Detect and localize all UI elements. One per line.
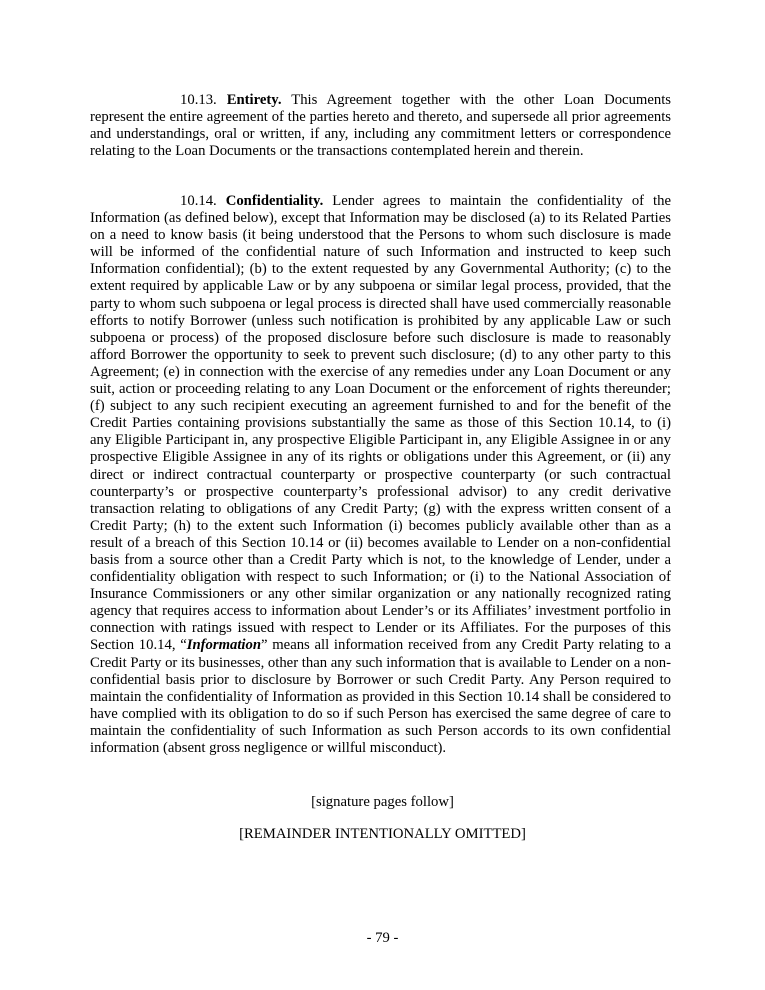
page-number: - 79 - (366, 930, 399, 946)
signature-note: [signature pages follow] (311, 794, 454, 810)
remainder-note: [REMAINDER INTENTIONALLY OMITTED] (239, 826, 526, 842)
section-body: This Agreement together with the other Loan Documents represent the entire agreement of the parties hereto and thereto, and supersede all prior agreements and understandings, oral or written, if any, including any commitment letters or correspondence relating to the Loan Documents or the transactions contemplated herein and therein. (90, 92, 672, 160)
defined-term: Information (186, 637, 262, 654)
section-body-part-1: Lender agrees to maintain the confidentiality of the Information (as defined below), except that Information may be disclosed (a) to its Related Parties on a need to know basis (it being understood that the Persons to whom such disclosure is made will be informed of the confidential nature of such Information and instructed to keep such Information confidential); (b) to the extent requested by any Governmental Authority; (c) to the extent required by applicable Law or by any subpoena or similar legal process, provided, that the party to whom such subpoena or legal process is directed shall have used commercially reasonable efforts to notify Borrower (unless such notification is prohibited by any applicable Law or such subpoena or process) of the proposed disclosure before such disclosure is made to reasonably afford Borrower the opportunity to seek to prevent such disclosure; (d) to any other party to this Agreement; (e) in connection with the exercise of any remedies under any Loan Document or any suit, action or proceeding relating to any Loan Document or the enforcement of rights thereunder; (f) subject to any such recipient executing an agreement furnished to and for the benefit of the Credit Parties containing provisions substantially the same as those of this Section 10.14, to (i) any Eligible Participant in, any prospective Eligible Participant in, any Eligible Assignee in or any prospective Eligible Assignee in any of its rights or obligations under this Agreement, or (ii) any direct or indirect contractual counterparty or prospective counterparty (or such contractual counterparty’s or prospective counterparty’s professional advisor) to any credit derivative transaction relating to obligations of any Credit Party; (g) with the express written consent of a Credit Party; (h) to the extent such Information (i) becomes publicly available other than as a result of a breach of this Section 10.14 or (ii) becomes available to Lender on a non-confidential basis from a source other than a Credit Party which is not, to the knowledge of Lender, under a confidentiality obligation with respect to such Information; or (i) to the National Association of Insurance Commissioners or any other similar organization or any nationally recognized rating agency that requires access to information about Lender’s or its Affiliates’ investment portfolio in connection with ratings issued with respect to Lender or its Affiliates. For the purposes of this Section 10.14, “ (90, 193, 672, 654)
section-heading: Confidentiality. (225, 193, 324, 209)
section-heading: Entirety. (226, 92, 282, 108)
section-10-13-paragraph (90, 92, 671, 160)
section-number: 10.14. (180, 193, 217, 209)
section-number: 10.13. (180, 92, 217, 108)
section-body-part-2: ” means all information received from any Credit Party relating to a Credit Party or its businesses, other than any such information that is available to Lender on a non-confidential basis prior to disclosure by Borrower or such Credit Party. Any Person required to maintain the confidentiality of Information as provided in this Section 10.14 shall be considered to have complied with its obligation to do so if such Person has exercised the same degree of care to maintain the confidentiality of such Information as such Person accords to its own confidential information (absent gross negligence or willful misconduct). (90, 637, 671, 756)
section-10-14-paragraph (90, 193, 671, 757)
